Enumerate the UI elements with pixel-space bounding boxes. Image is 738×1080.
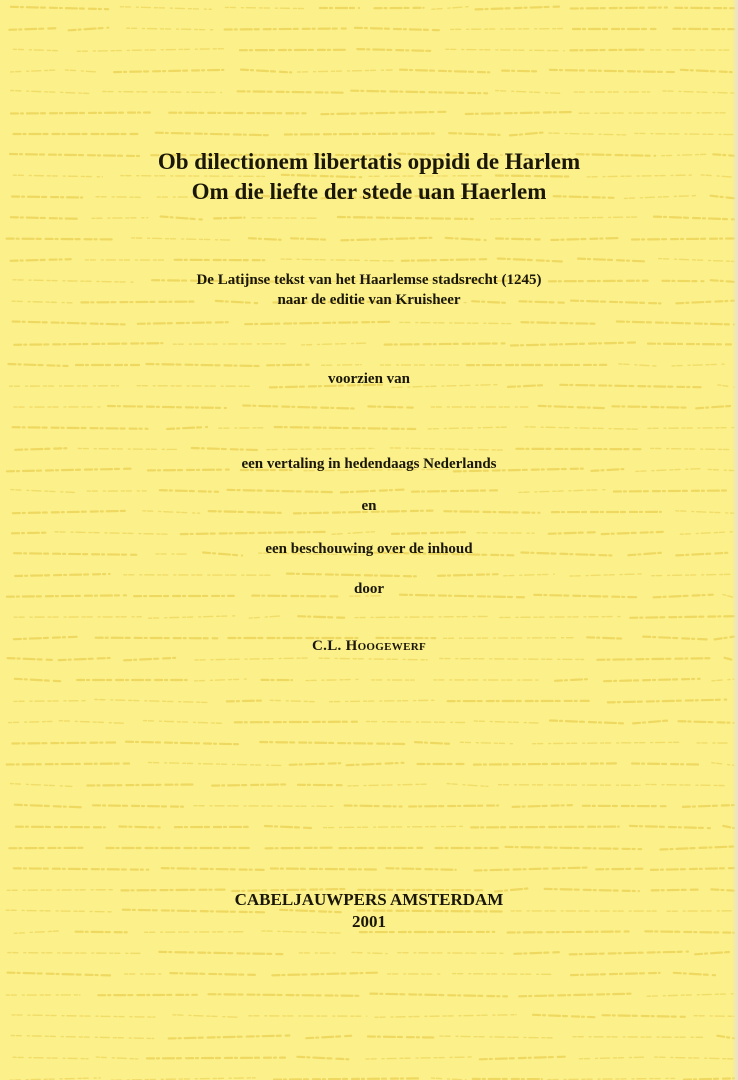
and-text: en	[361, 498, 377, 514]
title-latin: Ob dilectionem libertatis oppidi de Harlem	[157, 149, 581, 174]
provided-with-text: voorzien van	[327, 371, 411, 387]
subtitle-line-2: naar de editie van Kruisheer	[277, 292, 461, 308]
publication-year: 2001	[352, 912, 386, 931]
title-dutch: Om die liefte der stede uan Haerlem	[191, 179, 547, 204]
reflection-text: een beschouwing over de inhoud	[265, 541, 473, 557]
subtitle-line-1: De Latijnse tekst van het Haarlemse stadsrecht (1245)	[196, 272, 542, 288]
page-edge	[732, 0, 738, 1080]
author-name: C.L. Hoogewerf	[312, 638, 426, 654]
by-text: door	[354, 581, 384, 597]
publisher-name: CABELJAUWPERS AMSTERDAM	[234, 890, 504, 909]
translation-text: een vertaling in hedendaags Nederlands	[241, 456, 497, 472]
